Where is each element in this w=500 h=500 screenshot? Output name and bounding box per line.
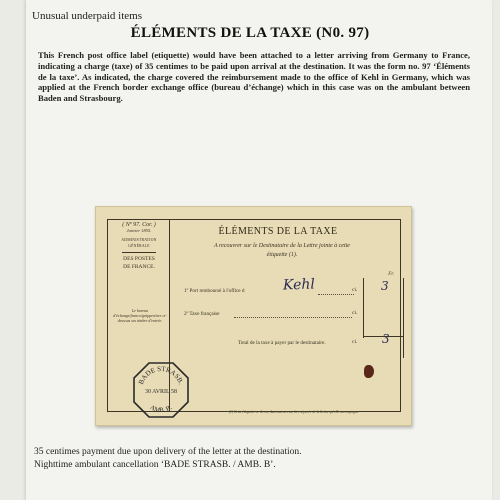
handwritten-total: 3 [382, 332, 390, 346]
label-ci: ci. [352, 287, 358, 293]
label-admin: ADMINISTRATION GÉNÉRALE [121, 238, 157, 248]
label-total-rule [363, 336, 403, 337]
label-bureau-note: Le bureau d'échange/franco/gnippen/ner ci-dessous ses timbre d'entrée. [113, 308, 167, 323]
postmark-date: 30 AVRIL 58 [144, 389, 178, 395]
label-ci: ci. [352, 310, 358, 316]
label-column-rule [363, 278, 364, 338]
label-line-port: 1º Port remboursé à l'office d [184, 288, 245, 294]
postmark-bottom-text [149, 404, 174, 414]
handwritten-office: Kehl [282, 276, 316, 294]
label-line-total: Total de la taxe à payer par le destinataire. [238, 340, 326, 346]
label-subheading [174, 242, 390, 260]
label-line-taxe: 2º Taxe française [184, 311, 220, 317]
caption [34, 446, 302, 472]
page-title: ÉLÉMENTS DE LA TAXE (N0. 97) [130, 25, 370, 41]
label-column-rule [403, 278, 404, 358]
label-subheading-line1: A recouvrer sur le Destinataire de la Lettre jointe à cette [214, 243, 350, 249]
label-rule [122, 252, 156, 253]
postmark-top-path: BADE STRASB. [137, 364, 186, 386]
label-fr-header: Fr. [388, 272, 394, 277]
label-dots [318, 294, 354, 295]
postal-label-image [95, 206, 412, 426]
cancellation-postmark [131, 360, 191, 420]
label-heading: ÉLÉMENTS DE LA TAXE [218, 226, 338, 237]
label-subheading-line2: étiquette (1). [266, 252, 298, 258]
handwritten-amount: 3 [381, 279, 389, 293]
label-dots [234, 317, 352, 318]
label-form-date: Janvier 1855. [126, 228, 152, 233]
caption-line1: 35 centimes payment due upon delivery of the letter at the destination. [34, 447, 302, 457]
section-label: Unusual underpaid items [32, 10, 142, 22]
postmark-bottom-path: AMB. B. [148, 403, 174, 415]
label-postes: DES POSTES [123, 256, 155, 262]
label-form-number: ( Nº 97. Cor. ) [122, 222, 156, 228]
intro-paragraph: This French post office label (etiquette) would have been attached to a letter arriving from Germany to France, indicating a charge (taxe) of 35 centimes to be paid upon arrival at the destination. It was the form no. 97 ‘Éléments de la taxe’. As indicated, the charge covered the reimbursement made to the office of Kehl in Germany, which was applied at the French border exchange office (bureau d’échange) which in this case was on the ambulant between Baden and Strasbourg. [38, 50, 470, 104]
label-france: DE FRANCE. [123, 264, 155, 270]
label-footnote: (1) Cette étiquette ne devra, dans aucun cas, être séparée de la Lettre qu'elle accompagne. [228, 410, 360, 414]
caption-line2: Nighttime ambulant cancellation ‘BADE STRASB. / AMB. B’. [34, 460, 276, 470]
label-corner-block [110, 222, 168, 270]
label-ci: ci. [352, 339, 358, 345]
